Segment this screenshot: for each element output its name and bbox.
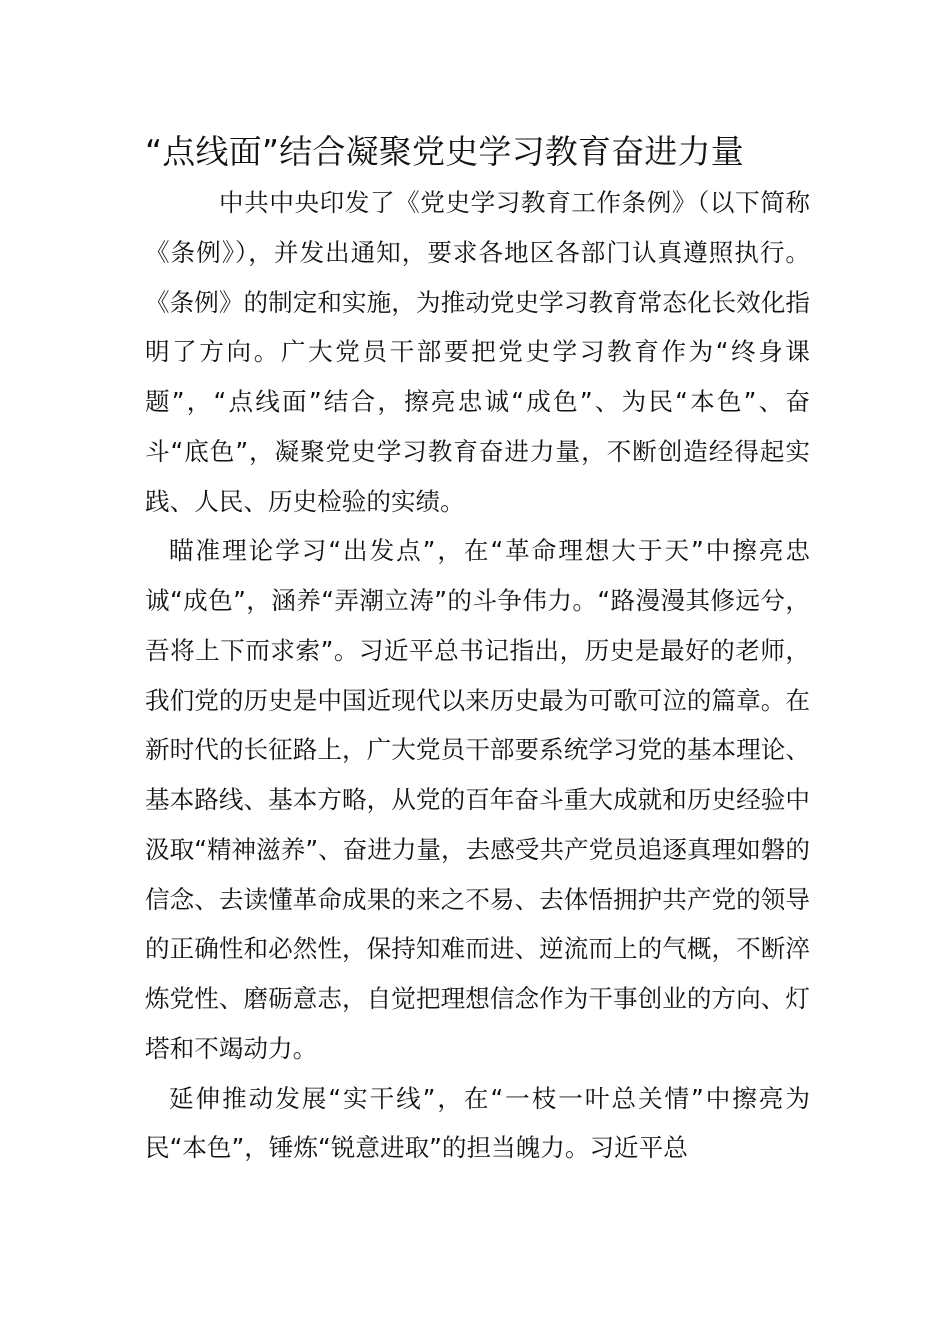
document-title: “点线面”结合凝聚党史学习教育奋进力量 xyxy=(145,132,744,171)
paragraph-theory-study: 瞄准理论学习“出发点”，在“革命理想大于天”中擦亮忠诚“成色”，涵养“弄潮立涛”的斗争伟力。“路漫漫其修远兮，吾将上下而求索”。习近平总书记指出，历史是最好的老师，我们党的历史是中国近现代以来历史最为可歌可泣的篇章。在新时代的长征路上，广大党员干部要系统学习党的基本理论、基本路线、基本方略，从党的百年奋斗重大成就和历史经验中汲取“精神滋养”、奋进力量，去感受共产党员追逐真理如磐的信念、去读懂革命成果的来之不易、去体悟拥护共产党的领导的正确性和必然性，保持知难而进、逆流而上的气概，不断淬炼党性、磨砺意志，自觉把理想信念作为干事创业的方向、灯塔和不竭动力。 xyxy=(145,536,810,1063)
paragraph-development: 延伸推动发展“实干线”，在“一枝一叶总关情”中擦亮为民“本色”，锤炼“锐意进取”的担当魄力。习近平总 xyxy=(145,1083,810,1163)
document-body xyxy=(145,178,810,1173)
paragraph-intro: 中共中央印发了《党史学习教育工作条例》（以下简称《条例》），并发出通知，要求各地区各部门认真遵照执行。《条例》的制定和实施，为推动党史学习教育常态化长效化指明了方向。广大党员干部要把党史学习教育作为“终身课题”，“点线面”结合，擦亮忠诚“成色”、为民“本色”、奋斗“底色”，凝聚党史学习教育奋进力量，不断创造经得起实践、人民、历史检验的实绩。 xyxy=(145,188,810,516)
